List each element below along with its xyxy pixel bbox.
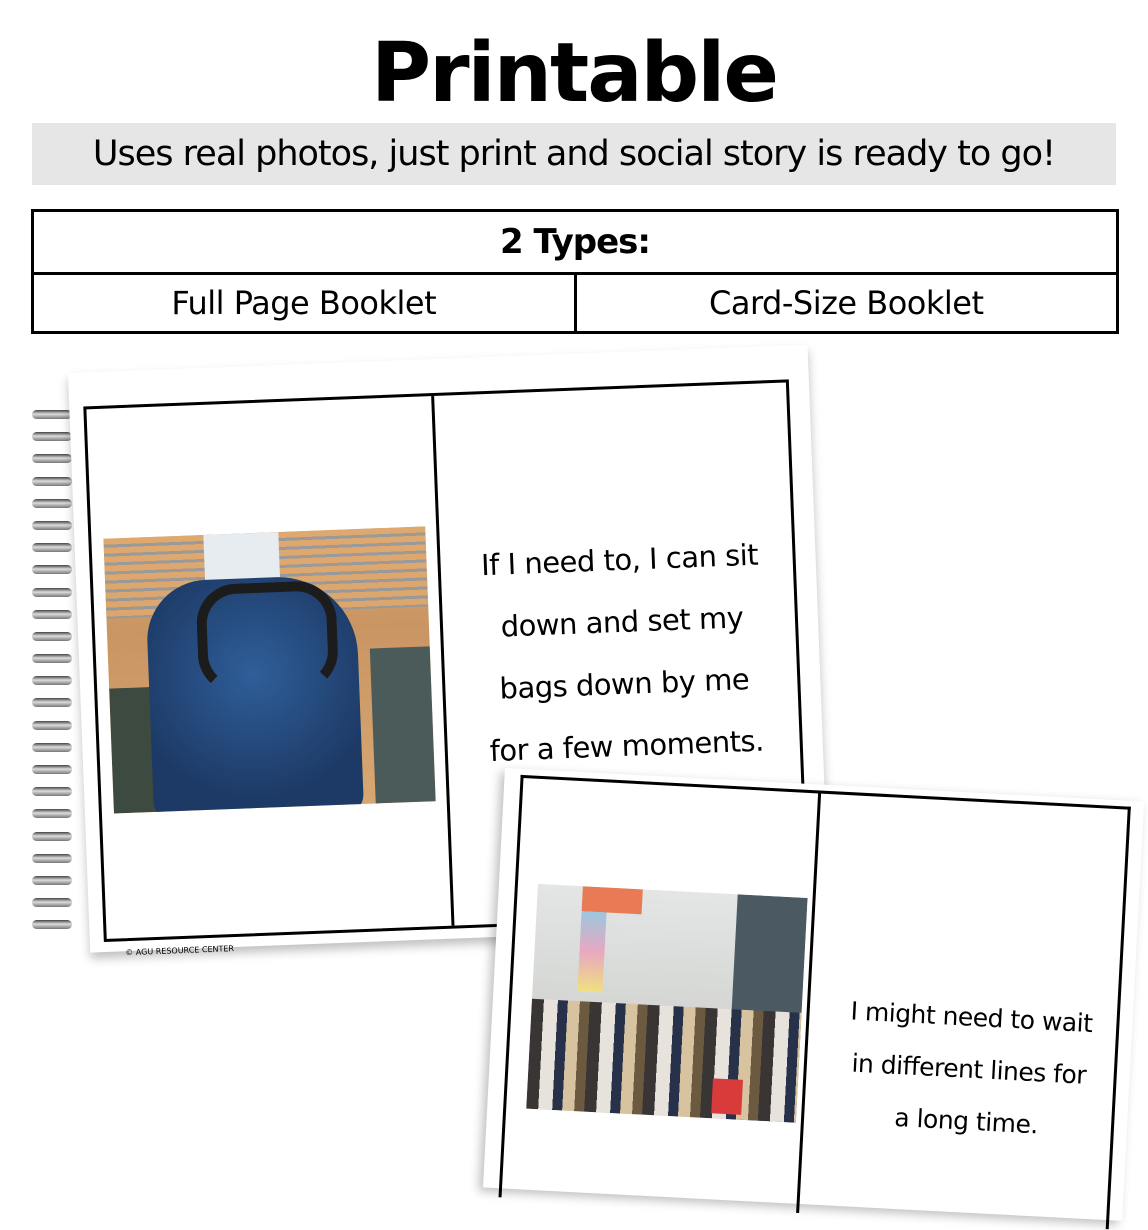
spiral-ring bbox=[32, 721, 72, 730]
spiral-ring bbox=[32, 787, 72, 796]
page-title: Printable bbox=[371, 26, 777, 121]
spiral-ring bbox=[32, 565, 72, 574]
airport-photo bbox=[526, 884, 807, 1123]
spiral-binding bbox=[32, 410, 72, 943]
spiral-ring bbox=[32, 854, 72, 863]
story-text bbox=[810, 984, 1128, 1156]
spiral-ring bbox=[32, 654, 72, 663]
spiral-ring bbox=[32, 809, 72, 818]
spiral-ring bbox=[32, 676, 72, 685]
spiral-ring bbox=[32, 610, 72, 619]
subtitle-banner: Uses real photos, just print and social story is ready to go! bbox=[32, 123, 1116, 185]
spiral-ring bbox=[32, 743, 72, 752]
type-card-size-booklet: Card-Size Booklet bbox=[574, 275, 1117, 331]
story-line: in different lines for bbox=[850, 1048, 1087, 1090]
spiral-ring bbox=[32, 832, 72, 841]
story-line: I might need to wait bbox=[849, 996, 1094, 1039]
types-heading: 2 Types: bbox=[34, 212, 1116, 275]
spiral-ring bbox=[32, 898, 72, 907]
spiral-ring bbox=[32, 876, 72, 885]
story-line: bags down by me bbox=[498, 662, 750, 706]
story-line: a long time. bbox=[893, 1102, 1039, 1140]
spiral-ring bbox=[32, 543, 72, 552]
bag-photo bbox=[103, 526, 435, 813]
story-line: for a few moments. bbox=[489, 723, 765, 769]
booklet-card-frame bbox=[499, 775, 1131, 1229]
story-line: down and set my bbox=[500, 600, 744, 644]
types-row bbox=[34, 275, 1116, 331]
spiral-ring bbox=[32, 477, 72, 486]
types-table bbox=[31, 209, 1119, 334]
spiral-ring bbox=[32, 454, 72, 463]
spiral-ring bbox=[32, 698, 72, 707]
copyright-footer: © AGU RESOURCE CENTER bbox=[125, 944, 235, 958]
type-full-page-booklet: Full Page Booklet bbox=[171, 284, 437, 322]
spiral-ring bbox=[32, 521, 72, 530]
spiral-ring bbox=[32, 499, 72, 508]
spiral-ring bbox=[32, 432, 72, 441]
spiral-ring bbox=[32, 765, 72, 774]
spiral-ring bbox=[32, 410, 72, 419]
card-size-booklet-preview bbox=[483, 768, 1144, 1221]
spiral-ring bbox=[32, 920, 72, 929]
story-line: If I need to, I can sit bbox=[480, 537, 759, 583]
spiral-ring bbox=[32, 632, 72, 641]
story-text bbox=[444, 522, 803, 783]
spiral-ring bbox=[32, 588, 72, 597]
